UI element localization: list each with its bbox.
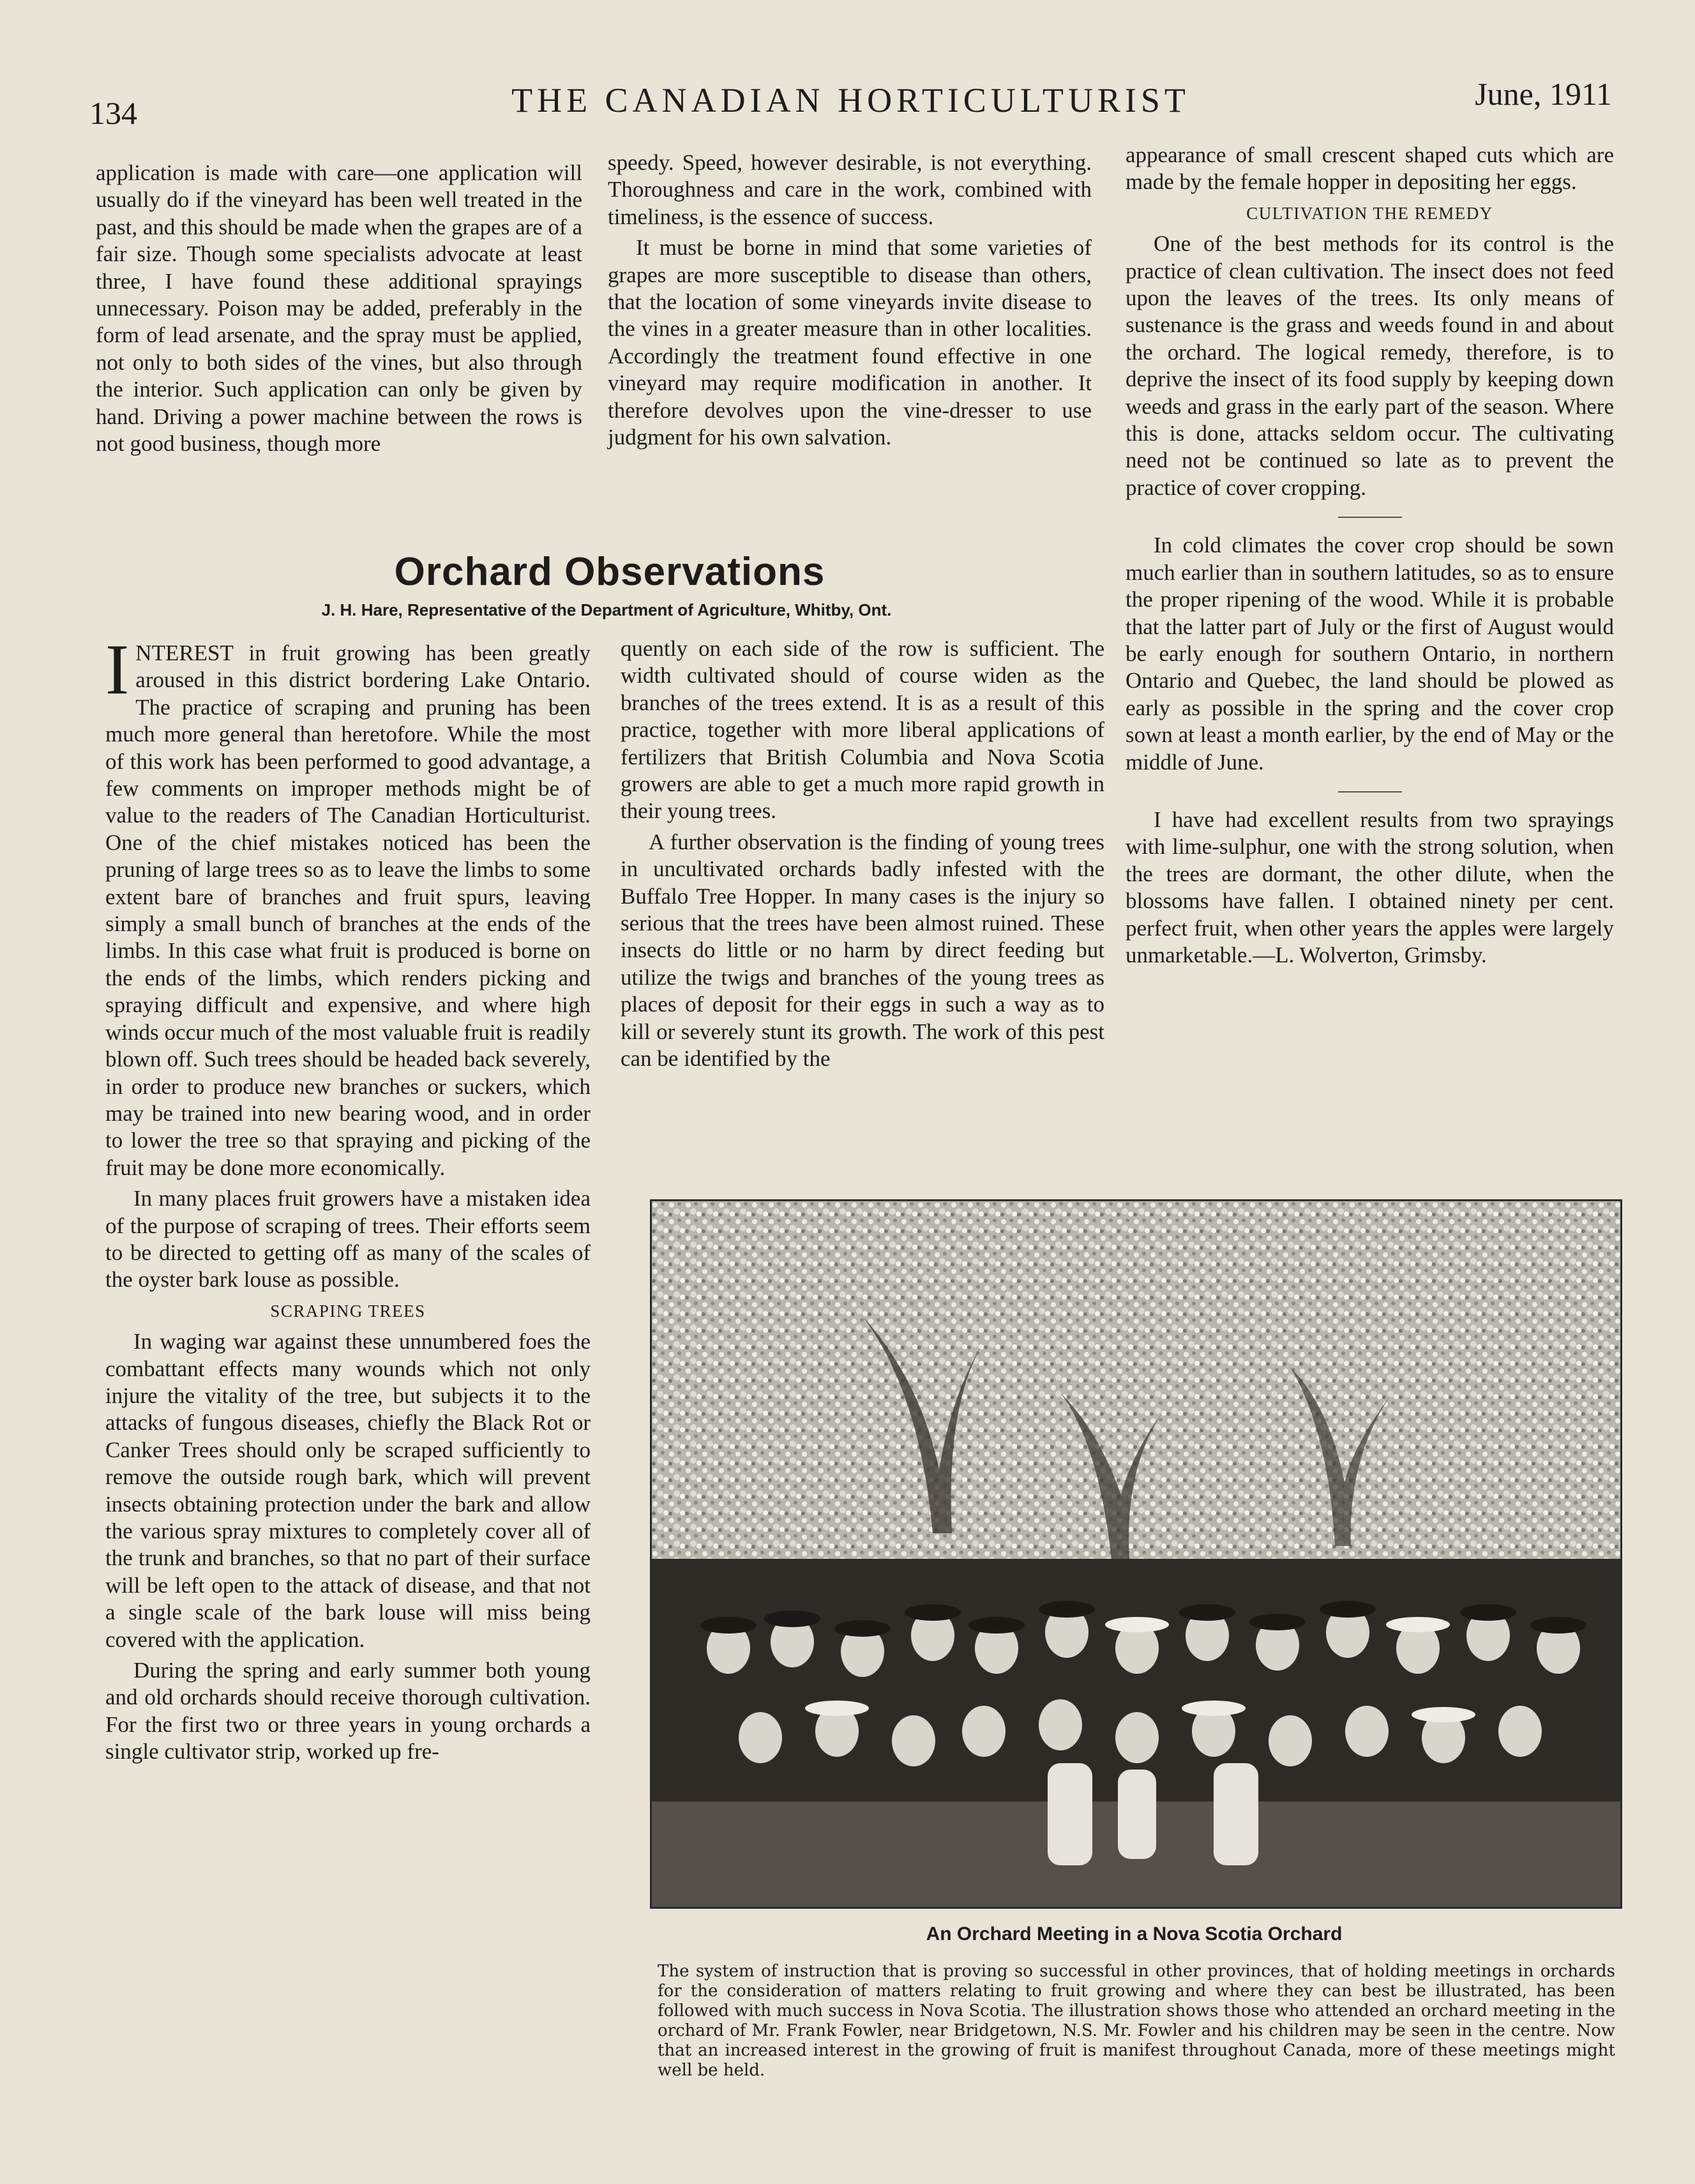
paragraph: application is made with care—one application will usually do if the vineyard has been well treated in the past, and this should be made when the grapes are of a fair size. Though some specialists advocate at least three, I have found these additional sprayings unnecessary. Poison may be added, preferably in the form of lead arsenate, and the spray must be applied, not only to both sides of the vines, but also through the interior. Such application can only be given by hand. Driving a power machine between the rows is not good business, though more bbox=[96, 160, 582, 457]
photo-caption: An Orchard Meeting in a Nova Scotia Orchard bbox=[926, 1923, 1343, 1945]
paragraph: In many places fruit growers have a mistaken idea of the purpose of scraping of trees. Their efforts seem to be directed to getting off as many of the scales of the oyster bark louse as possible. bbox=[105, 1186, 591, 1293]
column-1-top bbox=[96, 160, 582, 457]
photo-caption-text: The system of instruction that is proving so successful in other provinces, that of holding meetings in orchards for the consideration of matters relating to fruit growing and where they can best be illustrated, has been followed with much success in Nova Scotia. The illustration shows those who attended an orchard meeting in the orchard of Mr. Frank Fowler, near Bridgetown, N.S. Mr. Fowler and his children may be seen in the centre. Now that an increased interest in the growing of fruit is manifest throughout Canada, more of these meetings might well be held. bbox=[658, 1962, 1615, 2080]
photo-illustration bbox=[652, 1201, 1620, 1907]
paragraph: quently on each side of the row is sufficient. The width cultivated should of course widen as the branches of the trees extend. It is as a result of this practice, together with more liberal applications of fertilizers that British Columbia and Nova Scotia growers are able to get a much more rapid growth in their young trees. bbox=[621, 636, 1104, 824]
magazine-title: THE CANADIAN HORTICULTURIST bbox=[511, 81, 1190, 119]
article-column-1 bbox=[105, 630, 591, 1766]
drop-cap: I bbox=[105, 630, 130, 709]
article-column-3 bbox=[1126, 142, 1614, 969]
paragraph: speedy. Speed, however desirable, is not everything. Thoroughness and care in the work, combined with timeliness, is the essence of success. bbox=[608, 150, 1092, 229]
section-divider bbox=[1338, 791, 1402, 792]
paragraph: It must be borne in mind that some varieties of grapes are more susceptible to disease than others, that the location of some vineyards invite disease to the vines in a greater measure than in other localities. Accordingly the treatment found effective in one vineyard may require modification in another. It therefore devolves upon the vine-dresser to use judgment for his own salvation. bbox=[608, 235, 1092, 450]
article-column-2 bbox=[621, 635, 1104, 1073]
paragraph: A further observation is the finding of young trees in uncultivated orchards badly infested with the Buffalo Tree Hopper. In many cases is the injury so serious that the trees have been almost ruined. These insects do little or no harm by direct feeding but utilize the twigs and branches of the young trees as places of deposit for their eggs in such a way as to kill or severely stunt its growth. The work of this pest can be identified by the bbox=[621, 829, 1104, 1072]
opening-paragraph bbox=[105, 630, 591, 1181]
section-divider bbox=[1338, 517, 1402, 518]
paragraph-text: NTEREST in fruit growing has been greatly aroused in this district bordering Lake Ontario. The practice of scraping and pruning has been much more general than heretofore. While the most of this work has been performed to good advantage, a few comments on improper methods might be of value to the readers of The Canadian Horticulturist. One of the chief mistakes noticed has been the pruning of large trees so as to leave the limbs to some extent bare of branches and fruit spurs, leaving simply a small bunch of branches at the ends of the limbs. In this case what fruit is produced is borne on the ends of the limbs, which renders picking and spraying difficult and expensive, and where high winds occur much of the most valuable fruit is readily blown off. Such trees should be headed back severely, in order to produce new branches or suckers, which may be trained into new bearing wood, and in order to lower the tree so that spraying and picking of the fruit may be done more economically. bbox=[105, 641, 591, 1180]
letter-paragraph: I have had excellent results from two sprayings with lime-sulphur, one with the strong solution, when the trees are dormant, the other dilute, when the blossoms have fallen. I obtained ninety per cent. perfect fruit, when other years the apples were largely unmarketable.—L. Wolverton, Grimsby. bbox=[1126, 807, 1614, 967]
paragraph: One of the best methods for its control is the practice of clean cultivation. The insect does not feed upon the leaves of the trees. Its only means of sustenance is the grass and weeds found in and about the orchard. The logical remedy, therefore, is to deprive the insect of its food supply by keeping down weeds and grass in the early part of the season. Where this is done, attacks seldom occur. The cultivating need not be continued so late as to prevent the practice of cover cropping. bbox=[1126, 231, 1614, 500]
paragraph: appearance of small crescent shaped cuts which are made by the female hopper in depositing her eggs. bbox=[1126, 142, 1614, 195]
orchard-meeting-photo bbox=[650, 1199, 1622, 1909]
subheading-cultivation-remedy: CULTIVATION THE REMEDY bbox=[1246, 203, 1493, 223]
article-title: Orchard Observations bbox=[394, 550, 825, 594]
page-number: 134 bbox=[89, 95, 137, 131]
column-2-top bbox=[608, 149, 1092, 451]
subheading-scraping-trees: SCRAPING TREES bbox=[270, 1301, 426, 1321]
issue-date: June, 1911 bbox=[1475, 76, 1612, 112]
paragraph: In cold climates the cover crop should be sown much earlier than in southern latitudes, so as to ensure the proper ripening of the wood. While it is probable that the latter part of July or the first of August would be early enough for southern Ontario, in northern Ontario and Quebec, the land should be plowed as early as possible in the spring and the cover crop sown at least a month earlier, by the end of May or the middle of June. bbox=[1126, 533, 1614, 775]
paragraph: During the spring and early summer both young and old orchards should receive thorough cultivation. For the first two or three years in young orchards a single cultivator strip, worked up fre- bbox=[105, 1658, 591, 1764]
article-byline: J. H. Hare, Representative of the Department of Agriculture, Whitby, Ont. bbox=[321, 600, 892, 619]
paragraph: In waging war against these unnumbered foes the combattant effects many wounds which not only injure the vitality of the tree, but subjects it to the attacks of fungous diseases, chiefly the Black Rot or Canker Trees should only be scraped sufficiently to remove the outside rough bark, which will prevent insects obtaining protection under the bark and allow the various spray mixtures to completely cover all of the trunk and branches, so that no part of their surface will be left open to the attack of disease, and that not a single scale of the bark louse will miss being covered with the application. bbox=[105, 1329, 591, 1652]
page-header bbox=[89, 75, 1612, 133]
